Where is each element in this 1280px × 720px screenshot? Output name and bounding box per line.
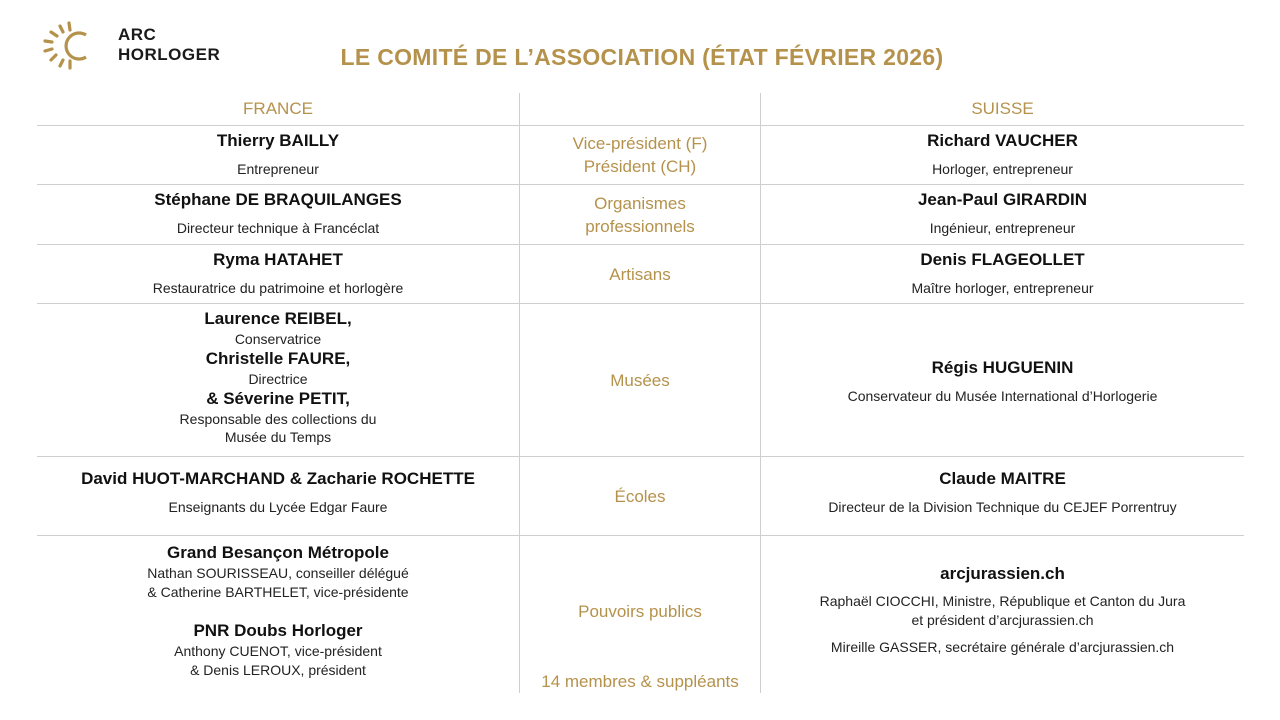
- member-name: Régis HUGUENIN: [931, 358, 1074, 377]
- member-name: Ryma HATAHET: [213, 250, 343, 269]
- category-cell: [519, 457, 761, 535]
- category-label: Écoles: [614, 486, 666, 506]
- france-cell: [37, 185, 519, 244]
- category-label: Président (CH): [583, 157, 697, 176]
- category-cell: [519, 245, 761, 303]
- member-name: Richard VAUCHER: [927, 131, 1078, 150]
- suisse-cell: [761, 457, 1244, 535]
- suisse-cell: [761, 304, 1244, 456]
- member-role: Directeur de la Division Technique du CEJEF Porrentruy: [828, 499, 1177, 515]
- member-name: Grand Besançon Métropole: [167, 543, 389, 562]
- committee-table: [37, 93, 1244, 693]
- member-role: Ingénieur, entrepreneur: [929, 220, 1076, 236]
- member-role: Mireille GASSER, secrétaire générale d’arcjurassien.ch: [830, 639, 1175, 655]
- member-role: Nathan SOURISSEAU, conseiller délégué: [147, 565, 409, 581]
- table-row: [37, 536, 1244, 693]
- table-row: [37, 457, 1244, 536]
- member-name: Thierry BAILLY: [216, 131, 340, 150]
- france-cell: [37, 245, 519, 303]
- member-role: et président d’arcjurassien.ch: [911, 612, 1094, 628]
- category-label: Pouvoirs publics: [578, 602, 702, 621]
- france-cell: [37, 536, 519, 693]
- member-role: Responsable des collections du: [179, 411, 377, 427]
- member-name: Stéphane DE BRAQUILANGES: [154, 190, 402, 209]
- category-cell: [519, 126, 761, 184]
- member-name: PNR Doubs Horloger: [193, 621, 363, 640]
- table-row: [37, 126, 1244, 185]
- member-role: Directeur technique à Francéclat: [176, 220, 380, 236]
- france-cell: [37, 304, 519, 456]
- logo-line-1: ARC: [118, 25, 157, 44]
- member-role: Enseignants du Lycée Edgar Faure: [168, 499, 388, 515]
- category-cell: [519, 185, 761, 244]
- member-role: Conservatrice: [234, 331, 322, 347]
- member-name: Jean-Paul GIRARDIN: [917, 190, 1088, 209]
- member-name: Claude MAITRE: [939, 469, 1066, 488]
- category-label: Vice-président (F): [572, 134, 708, 153]
- category-label: Organismes: [594, 193, 686, 213]
- suisse-cell: [761, 536, 1244, 693]
- member-role: Maître horloger, entrepreneur: [911, 280, 1094, 296]
- header-suisse: SUISSE: [971, 99, 1034, 118]
- member-role: Anthony CUENOT, vice-président: [174, 643, 382, 659]
- member-name: David HUOT-MARCHAND & Zacharie ROCHETTE: [81, 469, 475, 488]
- suisse-cell: [761, 185, 1244, 244]
- table-row: [37, 304, 1244, 457]
- table-header-row: [37, 93, 1244, 126]
- page-title: LE COMITÉ DE L’ASSOCIATION (ÉTAT FÉVRIER 2026): [340, 44, 944, 70]
- member-role: Musée du Temps: [224, 429, 332, 445]
- category-cell: [519, 536, 761, 693]
- member-role: Conservateur du Musée International d’Horlogerie: [847, 388, 1158, 404]
- france-cell: [37, 457, 519, 535]
- member-role: Horloger, entrepreneur: [932, 161, 1073, 177]
- member-role: & Catherine BARTHELET, vice-présidente: [147, 584, 409, 600]
- member-role: Restauratrice du patrimoine et horlogère: [152, 280, 404, 296]
- france-cell: [37, 126, 519, 184]
- table-row: [37, 245, 1244, 304]
- member-role: Entrepreneur: [237, 161, 319, 177]
- header-france: FRANCE: [243, 99, 313, 118]
- table-row: [37, 185, 1244, 245]
- member-name: & Séverine PETIT,: [206, 389, 350, 408]
- member-role: Raphaël CIOCCHI, Ministre, République et Canton du Jura: [819, 593, 1186, 609]
- suisse-cell: [761, 126, 1244, 184]
- member-role: & Denis LEROUX, président: [190, 662, 366, 678]
- member-name: Denis FLAGEOLLET: [920, 250, 1085, 269]
- member-name: Christelle FAURE,: [205, 349, 351, 368]
- logo-line-2: HORLOGER: [118, 45, 221, 64]
- header-middle: [519, 93, 761, 125]
- suisse-cell: [761, 245, 1244, 303]
- members-footnote: 14 membres & suppléants: [541, 672, 739, 691]
- member-name: Laurence REIBEL,: [204, 309, 352, 328]
- category-label: professionnels: [585, 216, 695, 236]
- category-label: Musées: [610, 370, 670, 390]
- category-label: Artisans: [609, 264, 671, 284]
- member-name: arcjurassien.ch: [940, 564, 1065, 583]
- member-role: Directrice: [248, 371, 308, 387]
- category-cell: [519, 304, 761, 456]
